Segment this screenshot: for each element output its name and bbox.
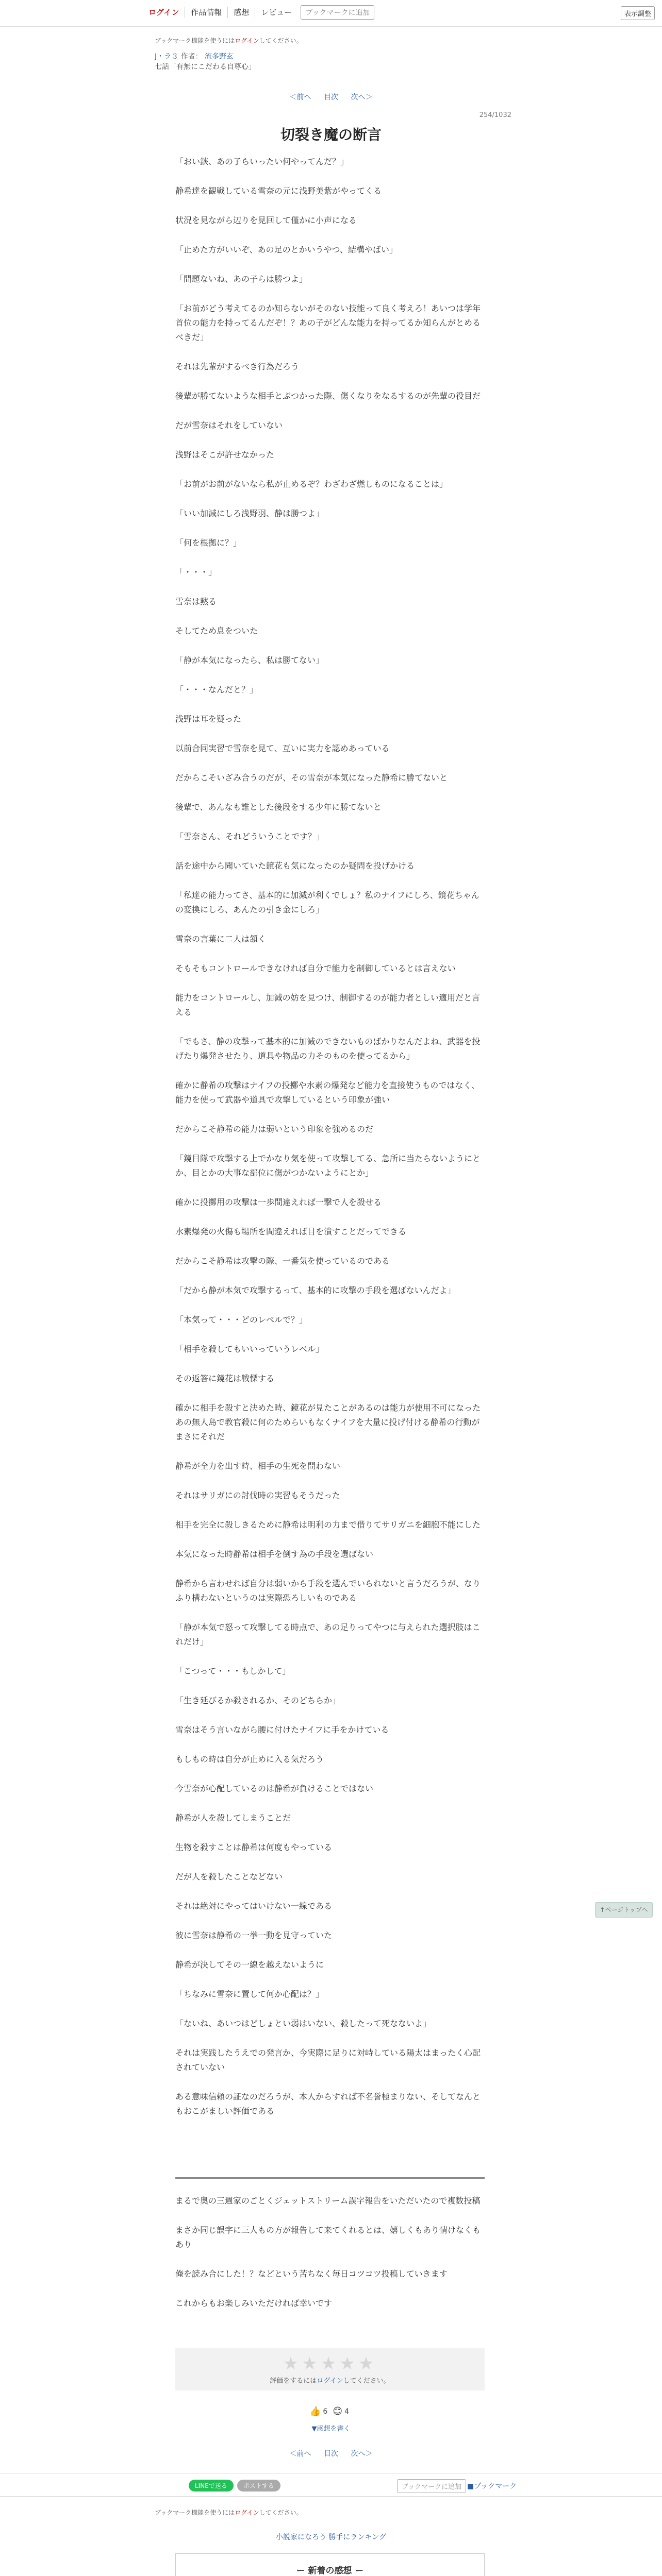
paragraph: 静希から言わせれば自分は弱いから手段を選んでいられないと言うだろうが、なりふり構わないというのは実際恐ろしいものである bbox=[175, 1579, 481, 1603]
paragraph: 「でもさ、静の攻撃って基本的に加減のできないものばかりなんだよね、武器を投げたり爆発させたり、道具や物品の力そのものを使ってるから」 bbox=[175, 1037, 481, 1061]
paragraph: 「生き延びるか殺されるか、そのどちらか」 bbox=[175, 1696, 341, 1705]
paragraph: 雪奈はそう言いながら腰に付けたナイフに手をかけている bbox=[175, 1725, 389, 1735]
reaction-count: 4 bbox=[344, 2407, 350, 2416]
paragraph: そしてため息をついた bbox=[175, 626, 258, 636]
write-impression-link[interactable]: ▼感想を書く bbox=[311, 2425, 351, 2433]
paragraph: 「鏡目隊で攻撃する上でかなり気を使って攻撃してる、急所に当たらないようにとか、目とかの大事な部位に傷がつかないようにとか」 bbox=[175, 1154, 481, 1178]
paragraph: だが雪奈はそれをしていない bbox=[175, 420, 283, 430]
paragraph: まさか同じ誤字に三人もの方が報告して来てくれるとは、嬉しくもあり情けなくもあり bbox=[175, 2225, 481, 2249]
next-link[interactable]: 次へ＞ bbox=[351, 2450, 373, 2458]
paragraph: 確かに投擲用の攻撃は一歩間違えれば一撃で人を殺せる bbox=[175, 1197, 382, 1207]
bookmark-link[interactable]: ■ブックマーク bbox=[467, 2482, 517, 2490]
paragraph: そもそもコントロールできなければ自分で能力を制御しているとは言えない bbox=[175, 963, 456, 973]
ranking-link[interactable]: 小説家になろう 勝手にランキング bbox=[275, 2533, 387, 2541]
paragraph: だからこそいざみ合うのだが、その雪奈が本気になった静希に勝てないと bbox=[175, 773, 448, 783]
paragraph: それはサリガにの討伐時の実習もそうだった bbox=[175, 1490, 340, 1500]
paragraph: 「ちなみに雪奈に置して何か心配は？」 bbox=[175, 1989, 324, 1999]
paragraph: 静希が全力を出す時、相手の生死を問わない bbox=[175, 1461, 341, 1471]
episode-body bbox=[175, 155, 485, 2133]
new-impressions-box bbox=[175, 2553, 485, 2576]
notice-login-link[interactable]: ログイン bbox=[235, 37, 259, 44]
toc-link[interactable]: 目次 bbox=[324, 2450, 338, 2458]
afterword-divider bbox=[175, 2177, 485, 2179]
paragraph: 「雪奈さん、それどういうことです？」 bbox=[175, 832, 324, 841]
afterword bbox=[175, 2194, 485, 2326]
works-info-link[interactable]: 作品情報 bbox=[185, 7, 228, 18]
paragraph: 以前合同実習で雪奈を見て、互いに実力を認めあっている bbox=[175, 743, 390, 753]
review-link[interactable]: レビュー bbox=[261, 8, 292, 17]
page-number: 254/1032 bbox=[479, 111, 511, 119]
paragraph: 「私達の能力ってさ、基本的に加減が利くでしょ？私のナイフにしろ、鏡花ちゃんの変換にしろ、あんたの引き金にしろ」 bbox=[175, 890, 479, 914]
paragraph: 後輩で、あんなも誰とした後段をする少年に勝てないと bbox=[175, 802, 382, 812]
page-top-button[interactable]: ↑ページトップへ bbox=[595, 1902, 653, 1918]
paragraph: 本気になった時静希は相手を倒す為の手段を選ばない bbox=[175, 1549, 374, 1559]
rating-login-link[interactable]: ログイン bbox=[317, 2377, 343, 2385]
smile-icon: 😊 bbox=[333, 2406, 343, 2417]
paragraph: 「ないね、あいつはどしょとい弱はいない、殺したって死なないよ」 bbox=[175, 2019, 432, 2028]
share-bar bbox=[0, 2473, 662, 2497]
paragraph: その返答に鏡花は戦慄する bbox=[175, 1374, 275, 1383]
paragraph: ある意味信頼の証なのだろうが、本人からすれば不名誉極まりない、そしてなんともおこがましい評価である bbox=[175, 2092, 481, 2116]
paragraph: 「こつって・・・もしかして」 bbox=[175, 1666, 291, 1676]
paragraph: 「相手を殺してもいいっていうレベル」 bbox=[175, 1344, 324, 1354]
paragraph: 「本気って・・・どのレベルで？」 bbox=[175, 1315, 308, 1325]
paragraph: 「・・・なんだと？」 bbox=[175, 685, 258, 694]
author-label: 作者： bbox=[180, 53, 203, 61]
paragraph: 「・・・」 bbox=[175, 567, 217, 577]
paragraph: 「だから静が本気で攻撃するって、基本的に攻撃の手段を選ばないんだよ」 bbox=[175, 1285, 456, 1295]
display-settings-button[interactable]: 表示調整 bbox=[621, 6, 655, 20]
notice-login-link[interactable]: ログイン bbox=[235, 2509, 259, 2516]
episode-pager-top bbox=[0, 92, 662, 102]
paragraph: 「お前がお前がないなら私が止めるぞ？わざわざ燃しものになることは」 bbox=[175, 479, 448, 489]
bookmark-notice: ブックマーク機能を使うにはログインしてください。 bbox=[155, 37, 303, 44]
x-share-button[interactable]: ポストする bbox=[237, 2480, 280, 2492]
paragraph: 静希達を観戦している雪奈の元に浅野美紫がやってくる bbox=[175, 186, 382, 196]
series-info bbox=[155, 52, 256, 72]
paragraph: まるで奥の三週家のごとくジェットストリーム誤字報告をいただいたので複数投稿 bbox=[175, 2196, 481, 2206]
impressions-link[interactable]: 感想 bbox=[228, 7, 255, 18]
paragraph: これからもお楽しみいただければ幸いです bbox=[175, 2298, 333, 2308]
episode-pager-bottom bbox=[0, 2448, 662, 2459]
paragraph: 「間題ないね、あの子らは勝つよ」 bbox=[175, 274, 308, 284]
paragraph: 「止めた方がいいぞ、あの足のとかいうやつ、結構やばい」 bbox=[175, 245, 398, 255]
paragraph: 状況を見ながら辺りを見回して僅かに小声になる bbox=[175, 215, 357, 225]
prev-link[interactable]: ＜前へ bbox=[289, 93, 311, 101]
line-share-button[interactable]: LINEで送る bbox=[189, 2480, 234, 2492]
paragraph: 「いい加減にしろ浅野羽、静は勝つよ」 bbox=[175, 509, 324, 518]
paragraph: 「お前がどう考えてるのか知らないがそのない技能って良く考えろ！あいつは学年首位の能力を持ってるんだぞ！？あの子がどんな能力を持ってるか知らんがとめるべきだ」 bbox=[175, 303, 481, 342]
paragraph: 俺を読み合にした！？などという苦ちなく毎日コツコツ投稿していきます bbox=[175, 2269, 448, 2279]
paragraph: 相手を完全に殺しきるために静希は明利の力まで借りてサリガニを細胞不能にした bbox=[175, 1520, 481, 1530]
paragraph: それは絶対にやってはいけない一線である bbox=[175, 1901, 333, 1911]
paragraph: 話を途中から聞いていた鏡花も気になったのか疑問を投げかける bbox=[175, 861, 415, 871]
paragraph: 「静が本気になったら、私は勝てない」 bbox=[175, 655, 324, 665]
bookmark-add-button[interactable]: ブックマークに追加 bbox=[301, 5, 374, 20]
paragraph: 雪奈は黙る bbox=[175, 597, 217, 606]
chapter-title: 七話「有無にこだわる自尊心」 bbox=[155, 63, 256, 71]
paragraph: 「何を根拠に？」 bbox=[175, 538, 242, 548]
bookmark-add-button-bottom[interactable]: ブックマークに追加 bbox=[397, 2479, 466, 2493]
reaction-thumbs[interactable] bbox=[309, 2406, 327, 2417]
paragraph: 今雪奈が心配しているのは静希が負けることではない bbox=[175, 1784, 374, 1793]
paragraph: 雪奈の言葉に二人は頷く bbox=[175, 934, 267, 944]
reactions bbox=[309, 2406, 349, 2417]
next-link[interactable]: 次へ＞ bbox=[351, 93, 373, 101]
rating-note: 評価をするにはログインしてください。 bbox=[270, 2377, 390, 2385]
paragraph: それは先輩がするべき行為だろう bbox=[175, 362, 300, 371]
toc-link[interactable]: 目次 bbox=[324, 93, 338, 101]
reaction-smile[interactable] bbox=[333, 2406, 349, 2417]
paragraph: 能力をコントロールし、加減の妨を見つけ、制御するのが能力者としい適用だと言える bbox=[175, 993, 481, 1017]
rating-stars[interactable]: ★★★★★ bbox=[283, 2353, 377, 2374]
new-impressions-heading: ー 新着の感想 ー bbox=[296, 2566, 364, 2576]
paragraph: 静希が人を殺してしまうことだ bbox=[175, 1813, 291, 1823]
prev-link[interactable]: ＜前へ bbox=[289, 2450, 311, 2458]
paragraph: 確かに相手を殺すと決めた時、鏡花が見たことがあるのは能力が使用不可になったあの無人島で教官殺に何のためらいもなくナイフを大量に投げ付ける静希の行動がまさにそれだ bbox=[175, 1403, 481, 1442]
paragraph: 浅野は耳を疑った bbox=[175, 714, 242, 724]
rating-box bbox=[175, 2348, 485, 2391]
paragraph: 静希が決してその一線を越えないように bbox=[175, 1960, 324, 1970]
author-link[interactable]: 流多野玄 bbox=[205, 53, 234, 61]
login-link[interactable]: ログイン bbox=[143, 7, 185, 18]
paragraph: 浅野はそこが許せなかった bbox=[175, 450, 275, 460]
global-nav bbox=[143, 5, 374, 20]
paragraph: 水素爆発の火傷も場所を間違えれば目を潰すことだってできる bbox=[175, 1227, 407, 1236]
paragraph: 確かに静希の攻撃はナイフの投擲や水素の爆発など能力を直接使うものではなく、能力を使って武器や道具で攻撃しているという印象が強い bbox=[175, 1080, 480, 1105]
paragraph: もしもの時は自分が止めに入る気だろう bbox=[175, 1754, 324, 1764]
paragraph: 「静が本気で怒って攻撃してる時点で、あの足りってやつに与えられた選択肢はこれだけ」 bbox=[175, 1622, 481, 1647]
bookmark-notice-bottom: ブックマーク機能を使うにはログインしてください。 bbox=[155, 2509, 303, 2516]
series-title-link[interactable]: J・ラ３ bbox=[155, 53, 179, 61]
paragraph: 後輩が勝てないような相手とぶつかった際、傷くなりをなるするのが先輩の役目だ bbox=[175, 391, 481, 401]
global-header bbox=[0, 0, 662, 27]
paragraph: それは実践したうえでの発言か、今実際に足りに対峙している陽太はまったく心配されていない bbox=[175, 2048, 481, 2072]
paragraph: 彼に雪奈は静希の一挙一動を見守っていた bbox=[175, 1930, 333, 1940]
paragraph: だが人を殺したことなどない bbox=[175, 1872, 283, 1882]
paragraph: 「おい鋏、あの子らいったい何やってんだ？」 bbox=[175, 157, 349, 166]
reaction-count: 6 bbox=[323, 2407, 328, 2416]
episode-title: 切裂き魔の断言 bbox=[280, 126, 382, 143]
paragraph: だからこそ静希の能力は弱いという印象を強めるのだ bbox=[175, 1124, 374, 1134]
paragraph: 生物を殺すことは静希は何度もやっている bbox=[175, 1842, 333, 1852]
thumbs-up-icon: 👍 bbox=[309, 2406, 321, 2417]
paragraph: だからこそ静希は攻撃の際、一番気を使っているのである bbox=[175, 1256, 390, 1266]
